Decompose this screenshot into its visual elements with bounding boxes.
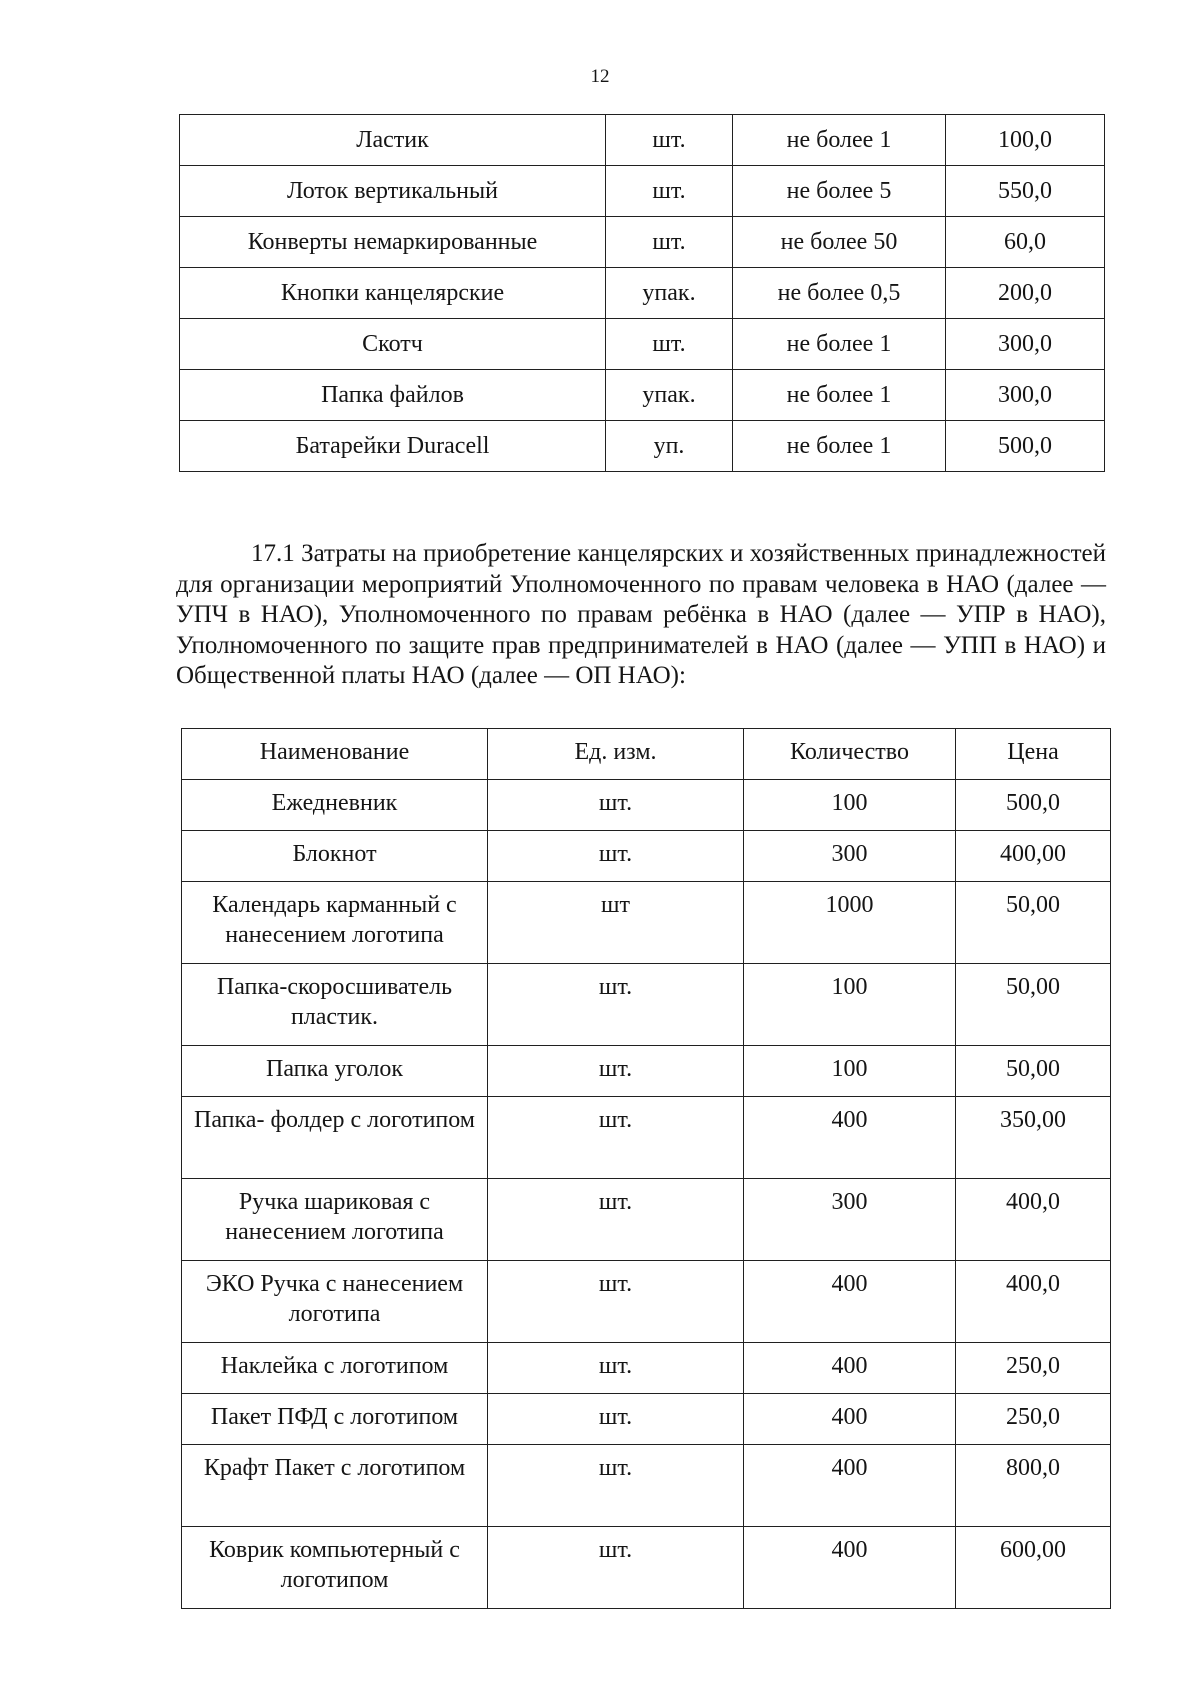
quantity-cell: 100 (744, 1046, 956, 1097)
unit-cell: шт. (606, 115, 733, 166)
table-row (180, 268, 1105, 319)
unit-cell: шт. (488, 964, 744, 1046)
item-name-cell: Батарейки Duracell (180, 421, 606, 472)
price-cell: 250,0 (956, 1343, 1111, 1394)
price-cell: 550,0 (946, 166, 1105, 217)
quantity-cell: не более 0,5 (733, 268, 946, 319)
table-row (182, 1343, 1111, 1394)
price-cell: 300,0 (946, 319, 1105, 370)
header-price: Цена (956, 729, 1111, 780)
table-row (182, 1097, 1111, 1179)
table-row (182, 1261, 1111, 1343)
unit-cell: шт. (488, 1261, 744, 1343)
unit-cell: шт. (488, 1394, 744, 1445)
unit-cell: шт. (488, 1046, 744, 1097)
quantity-cell: не более 50 (733, 217, 946, 268)
quantity-cell: 400 (744, 1394, 956, 1445)
table-row (180, 166, 1105, 217)
header-quantity: Количество (744, 729, 956, 780)
table-row (180, 421, 1105, 472)
price-cell: 200,0 (946, 268, 1105, 319)
table-row (182, 780, 1111, 831)
unit-cell: упак. (606, 370, 733, 421)
item-name-cell: Наклейка с логотипом (182, 1343, 488, 1394)
header-name: Наименование (182, 729, 488, 780)
quantity-cell: 400 (744, 1527, 956, 1609)
price-cell: 100,0 (946, 115, 1105, 166)
page-number: 12 (590, 66, 610, 87)
unit-cell: шт. (488, 831, 744, 882)
quantity-cell: 400 (744, 1445, 956, 1527)
supplies-table-continued (179, 114, 1105, 472)
item-name-cell: Папка уголок (182, 1046, 488, 1097)
price-cell: 50,00 (956, 1046, 1111, 1097)
table-header-row (182, 729, 1111, 780)
unit-cell: шт. (488, 1527, 744, 1609)
table-row (182, 1179, 1111, 1261)
price-cell: 50,00 (956, 882, 1111, 964)
table-row (180, 217, 1105, 268)
item-name-cell: Ручка шариковая с нанесением логотипа (182, 1179, 488, 1261)
table-row (182, 831, 1111, 882)
item-name-cell: Папка- фолдер с логотипом (182, 1097, 488, 1179)
price-cell: 400,0 (956, 1179, 1111, 1261)
price-cell: 800,0 (956, 1445, 1111, 1527)
unit-cell: шт. (488, 1343, 744, 1394)
price-cell: 50,00 (956, 964, 1111, 1046)
section-17-1-paragraph: 17.1 Затраты на приобретение канцелярских и хозяйственных принадлежностей для организации мероприятий Уполномоченного по правам человека в НАО (далее — УПЧ в НАО), Уполномоченного по правам ребёнка в НАО (далее — УПР в НАО), Уполномоченного по защите прав предпринимателей в НАО (далее — УПП в НАО) и Общественной платы НАО (далее — ОП НАО): (176, 540, 1106, 689)
item-name-cell: Календарь карманный с нанесением логотипа (182, 882, 488, 964)
item-name-cell: ЭКО Ручка с нанесением логотипа (182, 1261, 488, 1343)
quantity-cell: не более 1 (733, 319, 946, 370)
quantity-cell: не более 1 (733, 421, 946, 472)
quantity-cell: не более 1 (733, 370, 946, 421)
price-cell: 500,0 (956, 780, 1111, 831)
quantity-cell: не более 5 (733, 166, 946, 217)
item-name-cell: Папка-скоросшиватель пластик. (182, 964, 488, 1046)
table-row (182, 1527, 1111, 1609)
table-row (182, 1046, 1111, 1097)
item-name-cell: Папка файлов (180, 370, 606, 421)
quantity-cell: 100 (744, 964, 956, 1046)
quantity-cell: не более 1 (733, 115, 946, 166)
unit-cell: шт (488, 882, 744, 964)
table-row (182, 964, 1111, 1046)
quantity-cell: 400 (744, 1343, 956, 1394)
unit-cell: шт. (488, 1445, 744, 1527)
price-cell: 60,0 (946, 217, 1105, 268)
quantity-cell: 300 (744, 831, 956, 882)
item-name-cell: Блокнот (182, 831, 488, 882)
unit-cell: упак. (606, 268, 733, 319)
header-unit: Ед. изм. (488, 729, 744, 780)
price-cell: 400,0 (956, 1261, 1111, 1343)
table-row (182, 882, 1111, 964)
item-name-cell: Лоток вертикальный (180, 166, 606, 217)
table-row (180, 319, 1105, 370)
item-name-cell: Ластик (180, 115, 606, 166)
item-name-cell: Крафт Пакет с логотипом (182, 1445, 488, 1527)
price-cell: 250,0 (956, 1394, 1111, 1445)
price-cell: 300,0 (946, 370, 1105, 421)
table-row (180, 370, 1105, 421)
item-name-cell: Коврик компьютерный с логотипом (182, 1527, 488, 1609)
table-row (180, 115, 1105, 166)
unit-cell: шт. (488, 1097, 744, 1179)
price-cell: 600,00 (956, 1527, 1111, 1609)
item-name-cell: Конверты немаркированные (180, 217, 606, 268)
event-supplies-table (181, 728, 1111, 1609)
unit-cell: шт. (488, 1179, 744, 1261)
unit-cell: шт. (606, 319, 733, 370)
unit-cell: шт. (606, 166, 733, 217)
unit-cell: уп. (606, 421, 733, 472)
table-row (182, 1445, 1111, 1527)
price-cell: 400,00 (956, 831, 1111, 882)
item-name-cell: Скотч (180, 319, 606, 370)
quantity-cell: 300 (744, 1179, 956, 1261)
item-name-cell: Пакет ПФД с логотипом (182, 1394, 488, 1445)
price-cell: 350,00 (956, 1097, 1111, 1179)
item-name-cell: Ежедневник (182, 780, 488, 831)
table-row (182, 1394, 1111, 1445)
price-cell: 500,0 (946, 421, 1105, 472)
quantity-cell: 1000 (744, 882, 956, 964)
quantity-cell: 400 (744, 1261, 956, 1343)
unit-cell: шт. (488, 780, 744, 831)
quantity-cell: 100 (744, 780, 956, 831)
unit-cell: шт. (606, 217, 733, 268)
quantity-cell: 400 (744, 1097, 956, 1179)
item-name-cell: Кнопки канцелярские (180, 268, 606, 319)
